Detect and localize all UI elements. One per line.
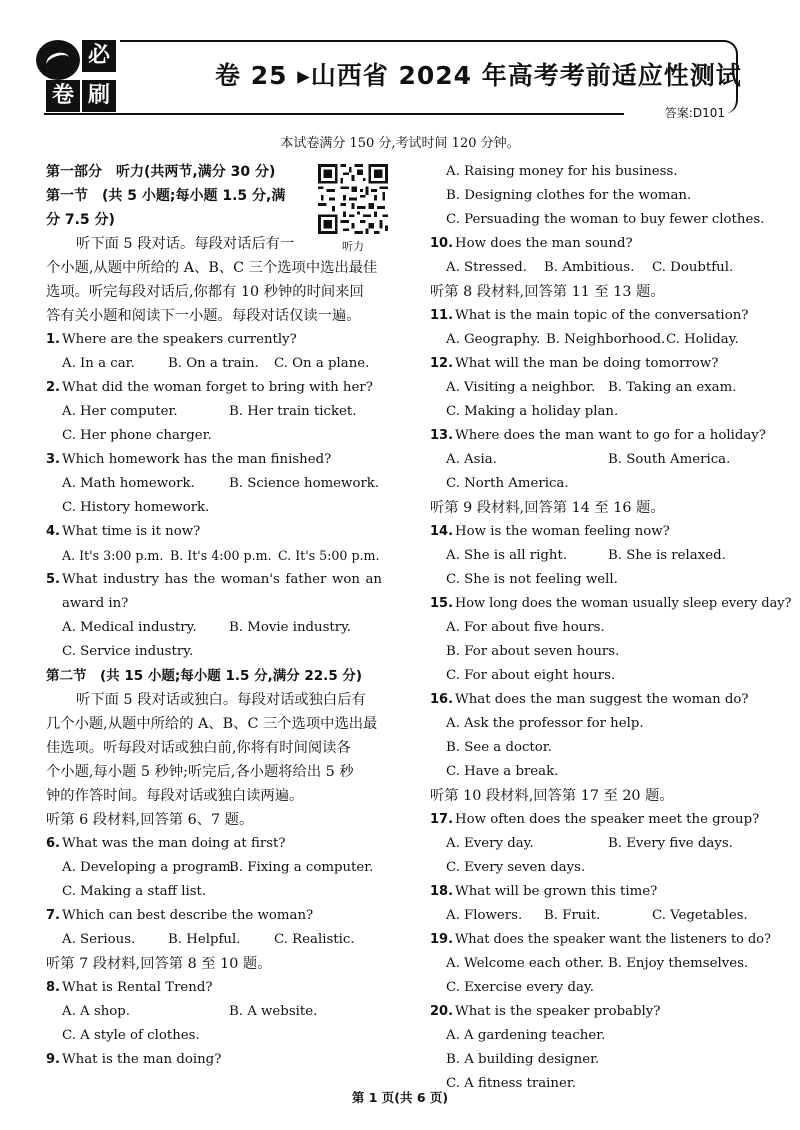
section-title: 第一节 (共 5 小题;每小题 1.5 分,满 — [46, 188, 286, 204]
segment-header: 听第 10 段材料,回答第 17 至 20 题。 — [430, 788, 674, 804]
options-row — [430, 904, 766, 928]
option-a[interactable]: A. Math homework. — [62, 476, 195, 491]
option-b[interactable]: B. A website. — [229, 1004, 318, 1019]
header-rule — [44, 113, 624, 115]
option-b[interactable]: B. Her train ticket. — [229, 404, 357, 419]
right-column — [430, 160, 792, 1096]
option-b[interactable]: B. Helpful. — [168, 932, 241, 947]
question-2 — [46, 376, 388, 400]
question-number: 18. — [430, 884, 454, 899]
logo-char: 必 — [82, 40, 116, 72]
logo-swoosh-icon — [36, 40, 80, 80]
question-number: 2. — [46, 380, 60, 395]
option-b[interactable]: B. On a train. — [168, 356, 259, 371]
option-b[interactable]: B. Designing clothes for the woman. — [446, 188, 692, 203]
option-a[interactable]: A. Raising money for his business. — [446, 164, 678, 179]
question-text: What time is it now? — [61, 524, 201, 539]
instruction-text: 佳选项。听每段对话或独白前,你将有时间阅读各 — [46, 740, 351, 756]
question-10 — [430, 232, 766, 256]
question-16 — [430, 688, 766, 712]
page-number: 第 1 页(共 6 页) — [351, 1090, 449, 1105]
option-c[interactable]: C. Exercise every day. — [446, 980, 594, 995]
question-number: 11. — [430, 308, 454, 323]
segment-header: 听第 8 段材料,回答第 11 至 13 题。 — [430, 284, 665, 300]
question-17 — [430, 808, 766, 832]
option-a[interactable]: A. Stressed. — [446, 260, 527, 275]
instruction-text: 听下面 5 段对话或独白。每段对话或独白后有 — [76, 692, 366, 708]
option-b[interactable]: B. Science homework. — [229, 476, 380, 491]
options-row — [430, 952, 766, 976]
question-1 — [46, 328, 388, 352]
option-b[interactable]: B. A building designer. — [446, 1052, 600, 1067]
option-c[interactable]: C. North America. — [446, 476, 569, 491]
option-b[interactable]: B. Fruit. — [544, 908, 601, 923]
options-row — [46, 616, 388, 640]
logo-char: 刷 — [82, 80, 116, 112]
question-18 — [430, 880, 766, 904]
question-word: father — [285, 572, 327, 587]
question-text: How often does the speaker meet the group? — [455, 812, 760, 827]
options-row — [46, 472, 388, 496]
instruction-text: 几个小题,从题中所给的 A、B、C 三个选项中选出最 — [46, 716, 378, 732]
question-number: 13. — [430, 428, 454, 443]
question-12 — [430, 352, 766, 376]
option-c[interactable]: C. Her phone charger. — [62, 428, 212, 443]
options-row — [46, 352, 388, 376]
option-c[interactable]: C. Persuading the woman to buy fewer clothes. — [446, 212, 765, 227]
question-number: 15. — [430, 596, 454, 611]
question-20 — [430, 1000, 766, 1024]
option-c[interactable]: C. Making a holiday plan. — [446, 404, 619, 419]
options-row — [430, 256, 766, 280]
question-word: What — [61, 572, 98, 587]
option-a[interactable]: A. Flowers. — [446, 908, 523, 923]
question-text: What is Rental Trend? — [61, 980, 213, 995]
options-row — [46, 856, 388, 880]
question-word: won — [331, 572, 360, 587]
question-number: 19. — [430, 932, 454, 947]
option-c[interactable]: C. For about eight hours. — [446, 668, 616, 683]
question-number: 14. — [430, 524, 454, 539]
option-a[interactable]: A. Serious. — [62, 932, 136, 947]
question-number: 12. — [430, 356, 454, 371]
option-b[interactable]: B. It's 4:00 p.m. — [170, 548, 272, 563]
qr-label: 听力 — [342, 240, 364, 253]
option-a[interactable]: A. Welcome each other. — [446, 956, 604, 971]
question-number: 10. — [430, 236, 454, 251]
question-text: What does the man suggest the woman do? — [455, 692, 749, 707]
question-text: Which can best describe the woman? — [61, 908, 314, 923]
question-text: Where are the speakers currently? — [61, 332, 297, 347]
question-6 — [46, 832, 388, 856]
question-number: 5. — [46, 572, 60, 587]
options-row — [430, 544, 766, 568]
segment-header: 听第 6 段材料,回答第 6、7 题。 — [46, 812, 254, 828]
section-title: 分 7.5 分) — [46, 212, 115, 228]
instruction-text: 选项。听完每段对话后,你都有 10 秒钟的时间来回 — [46, 284, 364, 300]
option-c[interactable]: C. On a plane. — [274, 356, 370, 371]
exam-intro: 本试卷满分 150 分,考试时间 120 分钟。 — [280, 136, 520, 151]
question-number: 4. — [46, 524, 60, 539]
question-number: 8. — [46, 980, 60, 995]
option-c[interactable]: C. Making a staff list. — [62, 884, 207, 899]
option-a[interactable]: A. Ask the professor for help. — [446, 716, 644, 731]
question-number: 9. — [46, 1052, 60, 1067]
option-c[interactable]: C. Every seven days. — [446, 860, 586, 875]
segment-header: 听第 7 段材料,回答第 8 至 10 题。 — [46, 956, 272, 972]
question-text: What does the speaker want the listeners to do? — [455, 932, 771, 947]
option-c[interactable]: C. It's 5:00 p.m. — [278, 548, 380, 563]
option-c[interactable]: C. Vegetables. — [652, 908, 748, 923]
option-a[interactable]: A. In a car. — [62, 356, 135, 371]
options-row — [46, 544, 388, 568]
option-a[interactable]: A. Visiting a neighbor. — [446, 380, 596, 395]
options-row — [46, 928, 388, 952]
option-a[interactable]: A. Geography. — [446, 332, 541, 347]
option-a[interactable]: A. Every day. — [446, 836, 534, 851]
option-c[interactable]: C. Holiday. — [666, 332, 739, 347]
option-b[interactable]: B. Enjoy themselves. — [608, 956, 749, 971]
question-number: 3. — [46, 452, 60, 467]
question-15 — [430, 592, 792, 616]
option-c[interactable]: C. Realistic. — [274, 932, 355, 947]
question-number: 7. — [46, 908, 60, 923]
option-c[interactable]: C. A fitness trainer. — [446, 1076, 576, 1091]
question-9 — [46, 1048, 388, 1072]
question-4 — [46, 520, 388, 544]
instruction-text: 答有关小题和阅读下一小题。每段对话仅读一遍。 — [46, 308, 361, 324]
question-number: 17. — [430, 812, 454, 827]
options-row — [46, 1000, 388, 1024]
answer-code: 答案:D101 — [662, 104, 728, 121]
option-b[interactable]: B. Neighborhood. — [546, 332, 666, 347]
question-word: has — [164, 572, 188, 587]
options-row — [430, 448, 766, 472]
option-a[interactable]: A. Developing a program. — [62, 860, 235, 875]
option-a[interactable]: A. Asia. — [446, 452, 497, 467]
option-b[interactable]: B. Taking an exam. — [608, 380, 737, 395]
option-c[interactable]: C. Doubtful. — [652, 260, 734, 275]
question-11 — [430, 304, 766, 328]
option-b[interactable]: B. Movie industry. — [229, 620, 352, 635]
question-number: 1. — [46, 332, 60, 347]
question-7 — [46, 904, 388, 928]
option-b[interactable]: B. She is relaxed. — [608, 548, 726, 563]
question-3 — [46, 448, 388, 472]
option-a[interactable]: A. Her computer. — [62, 404, 178, 419]
question-text: Where does the man want to go for a holiday? — [455, 428, 766, 443]
options-row — [430, 832, 766, 856]
question-text: What is the speaker probably? — [455, 1004, 661, 1019]
instruction-text: 听下面 5 段对话。每段对话后有一 — [76, 236, 295, 252]
part-title: 第一部分 听力(共两节,满分 30 分) — [46, 164, 276, 180]
option-c[interactable]: C. A style of clothes. — [62, 1028, 200, 1043]
option-c[interactable]: C. She is not feeling well. — [446, 572, 618, 587]
question-number: 20. — [430, 1004, 454, 1019]
option-a[interactable]: A. For about five hours. — [446, 620, 605, 635]
instruction-text: 个小题,从题中所给的 A、B、C 三个选项中选出最佳 — [46, 260, 378, 276]
options-row — [430, 376, 766, 400]
options-row — [46, 400, 388, 424]
option-a[interactable]: A. A gardening teacher. — [446, 1028, 606, 1043]
question-text: How is the woman feeling now? — [455, 524, 670, 539]
question-text: What is the man doing? — [61, 1052, 222, 1067]
option-c[interactable]: C. Have a break. — [446, 764, 559, 779]
option-a[interactable]: A. It's 3:00 p.m. — [62, 548, 164, 563]
section-title: 第二节 (共 15 小题;每小题 1.5 分,满分 22.5 分) — [46, 668, 363, 684]
question-8 — [46, 976, 388, 1000]
question-word: an — [365, 572, 382, 587]
option-a[interactable]: A. A shop. — [62, 1004, 131, 1019]
question-number: 16. — [430, 692, 454, 707]
option-b[interactable]: B. For about seven hours. — [446, 644, 620, 659]
question-text: What was the man doing at first? — [61, 836, 286, 851]
option-b[interactable]: B. Fixing a computer. — [229, 860, 374, 875]
option-b[interactable]: B. Every five days. — [608, 836, 733, 851]
question-word: the — [193, 572, 216, 587]
option-b[interactable]: B. South America. — [608, 452, 731, 467]
question-14 — [430, 520, 766, 544]
question-word: woman's — [220, 572, 280, 587]
question-number: 6. — [46, 836, 60, 851]
question-text: How does the man sound? — [455, 236, 633, 251]
option-a[interactable]: A. She is all right. — [446, 548, 568, 563]
question-text: What did the woman forget to bring with her? — [61, 380, 373, 395]
question-text-continued: award in? — [62, 596, 129, 611]
question-text: Which homework has the man finished? — [61, 452, 332, 467]
page-title: 卷 25 ▸山西省 2024 年高考考前适应性测试 — [215, 61, 742, 90]
option-c[interactable]: C. History homework. — [62, 500, 210, 515]
option-c[interactable]: C. Service industry. — [62, 644, 194, 659]
option-b[interactable]: B. See a doctor. — [446, 740, 552, 755]
segment-header: 听第 9 段材料,回答第 14 至 16 题。 — [430, 500, 665, 516]
option-a[interactable]: A. Medical industry. — [62, 620, 197, 635]
question-text: What will the man be doing tomorrow? — [455, 356, 719, 371]
instruction-text: 个小题,每小题 5 秒钟;听完后,各小题将给出 5 秒 — [46, 764, 354, 780]
logo-char: 卷 — [46, 80, 80, 112]
question-19 — [430, 928, 771, 952]
question-13 — [430, 424, 766, 448]
instruction-text: 钟的作答时间。每段对话或独白读两遍。 — [46, 788, 304, 804]
question-text: What will be grown this time? — [455, 884, 658, 899]
question-text: What is the main topic of the conversation? — [455, 308, 749, 323]
question-text: How long does the woman usually sleep every day? — [455, 596, 792, 611]
option-b[interactable]: B. Ambitious. — [544, 260, 635, 275]
question-word: industry — [103, 572, 160, 587]
options-row — [430, 328, 766, 352]
left-column — [46, 160, 388, 1072]
question-5 — [46, 568, 388, 592]
brand-logo — [36, 36, 120, 112]
